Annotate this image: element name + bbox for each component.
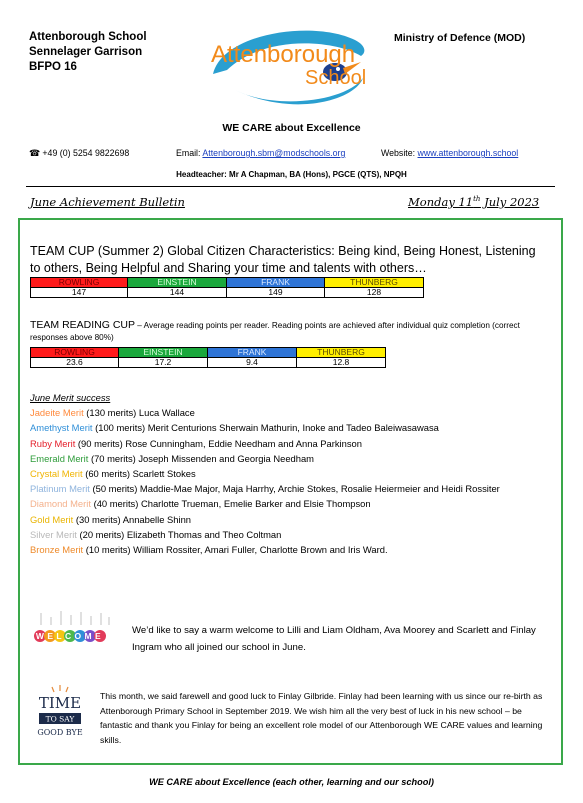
address-line-3: BFPO 16 (29, 61, 77, 73)
team-cup-heading (30, 243, 540, 277)
score-frank: 149 (227, 288, 325, 298)
address-line-2: Sennelager Garrison (29, 46, 143, 58)
email-label: Email: (176, 148, 201, 158)
phone-number: +49 (0) 5254 9822698 (42, 148, 130, 158)
reading-cup-title: TEAM READING CUP (30, 319, 136, 331)
tagline: WE CARE about Excellence (222, 122, 361, 134)
date-prefix: Monday 11 (408, 195, 474, 209)
list-item (30, 481, 550, 496)
merit-name: Emerald Merit (30, 452, 89, 464)
merit-text: (70 merits) Joseph Missenden and Georgia Needham (88, 452, 314, 464)
list-item (30, 542, 550, 557)
website-label: Website: (381, 148, 416, 158)
merit-name: Amethyst Merit (30, 422, 93, 434)
headteacher-line: Headteacher: Mr A Chapman, BA (Hons), PGCE (QTS), NPQH (176, 170, 407, 179)
merit-text: (40 merits) Charlotte Trueman, Emelie Barker and Elsie Thompson (90, 498, 371, 510)
merit-name: Ruby Merit (30, 437, 76, 449)
team-frank: FRANK (227, 278, 325, 288)
score-thunberg: 128 (325, 288, 424, 298)
list-item (30, 405, 550, 420)
team-rowling: ROWLING (31, 278, 128, 288)
farewell-text: This month, we said farewell and good luck to Finlay Gilbride. Finlay had been learning with us since our re-birth as Attenborough Primary School in September 2019. We wish him all the very best of luck in his new school – be fantastic and thank you Finlay for being an excellent role model of our Attenborough WE CARE values and learning skills. (100, 691, 543, 745)
reading-score-thunberg: 12.8 (297, 358, 386, 368)
school-address (29, 30, 147, 75)
list-item (30, 512, 550, 527)
reading-cup-table (30, 347, 386, 368)
list-item (30, 496, 550, 511)
header-divider (26, 186, 555, 187)
logo-word-1: Attenborough (211, 41, 356, 68)
time-icon-line-1: TIME (38, 694, 82, 712)
team-cup-table (30, 277, 424, 298)
merit-text: (60 merits) Scarlett Stokes (82, 468, 196, 480)
footer-tagline: WE CARE about Excellence (each other, learning and our school) (149, 777, 434, 787)
website-link[interactable]: www.attenborough.school (417, 148, 519, 158)
time-icon-line-3: GOOD BYE (37, 728, 83, 737)
bulletin-date (408, 195, 539, 209)
merit-text: (50 merits) Maddie-Mae Major, Maja Harrhy, Archie Stokes, Rosalie Heiermeier and Heidi Rossiter (89, 483, 500, 495)
merit-title: June Merit success (30, 392, 111, 403)
merit-list (30, 390, 550, 557)
merit-text: (100 merits) Merit Centurions Sherwain Mathurin, Inoke and Tadeo Baleiwasawasa (92, 422, 439, 434)
team-cup-header-row (31, 278, 424, 288)
ministry-label: Ministry of Defence (MOD) (394, 32, 526, 44)
logo-word-2: School (305, 67, 367, 89)
merit-name: Diamond Merit (30, 498, 91, 510)
score-rowling: 147 (31, 288, 128, 298)
reading-cup-heading (30, 319, 555, 344)
team-einstein: EINSTEIN (128, 278, 227, 288)
reading-score-einstein: 17.2 (119, 358, 208, 368)
date-sup: th (473, 195, 481, 204)
merit-text: (130 merits) Luca Wallace (83, 407, 195, 419)
reading-team-einstein: EINSTEIN (119, 348, 208, 358)
team-cup-score-row (31, 288, 424, 298)
merit-text: (20 merits) Elizabeth Thomas and Theo Coltman (76, 528, 282, 540)
merit-name: Jadeite Merit (30, 407, 84, 419)
merit-text: (90 merits) Rose Cunningham, Eddie Needham and Anna Parkinson (75, 437, 362, 449)
reading-score-rowling: 23.6 (31, 358, 119, 368)
list-item (30, 420, 550, 435)
time-icon-line-2: TO SAY (45, 714, 75, 724)
team-thunberg: THUNBERG (325, 278, 424, 288)
merit-name: Crystal Merit (30, 468, 83, 480)
list-item (30, 527, 550, 542)
date-suffix: July 2023 (480, 195, 540, 209)
reading-team-frank: FRANK (208, 348, 297, 358)
phone-line (29, 148, 129, 159)
merit-name: Bronze Merit (30, 544, 84, 556)
merit-name: Silver Merit (30, 528, 77, 540)
reading-score-row (31, 358, 386, 368)
merit-name: Gold Merit (30, 513, 74, 525)
list-item (30, 466, 550, 481)
welcome-text: We’d like to say a warm welcome to Lilli and Liam Oldham, Ava Moorey and Scarlett and Finlay Ingram who all joined our school in June. (132, 625, 536, 653)
reading-score-frank: 9.4 (208, 358, 297, 368)
list-item (30, 451, 550, 466)
school-name: Attenborough School (29, 31, 147, 43)
email-link[interactable]: Attenborough.sbm@modschools.org (202, 148, 346, 158)
merit-text: (10 merits) William Rossiter, Amari Fuller, Charlotte Brown and Iris Ward. (83, 544, 388, 556)
email-line (176, 148, 345, 158)
time-to-say-goodbye-icon (30, 683, 90, 745)
bulletin-title: June Achievement Bulletin (30, 195, 185, 209)
reading-header-row (31, 348, 386, 358)
welcome-icon-text: WELCOME (35, 631, 105, 641)
welcome-icon (33, 611, 115, 651)
website-line (381, 148, 518, 158)
merit-name: Platinum Merit (30, 483, 90, 495)
reading-cup-desc: – Average reading points per reader. Reading points are achieved after individual quiz completion (correct responses above 80%) (30, 321, 520, 342)
reading-team-rowling: ROWLING (31, 348, 119, 358)
school-logo (205, 22, 375, 112)
reading-team-thunberg: THUNBERG (297, 348, 386, 358)
merit-text: (30 merits) Annabelle Shinn (73, 513, 192, 525)
phone-icon: ☎ (29, 148, 40, 158)
list-item (30, 436, 550, 451)
score-einstein: 144 (128, 288, 227, 298)
team-cup-title: TEAM CUP (Summer 2) Global Citizen Characteristics: Being kind, Being Honest, Listening to others, Being Helpful and Sharing your time and talents with others… (30, 244, 536, 275)
